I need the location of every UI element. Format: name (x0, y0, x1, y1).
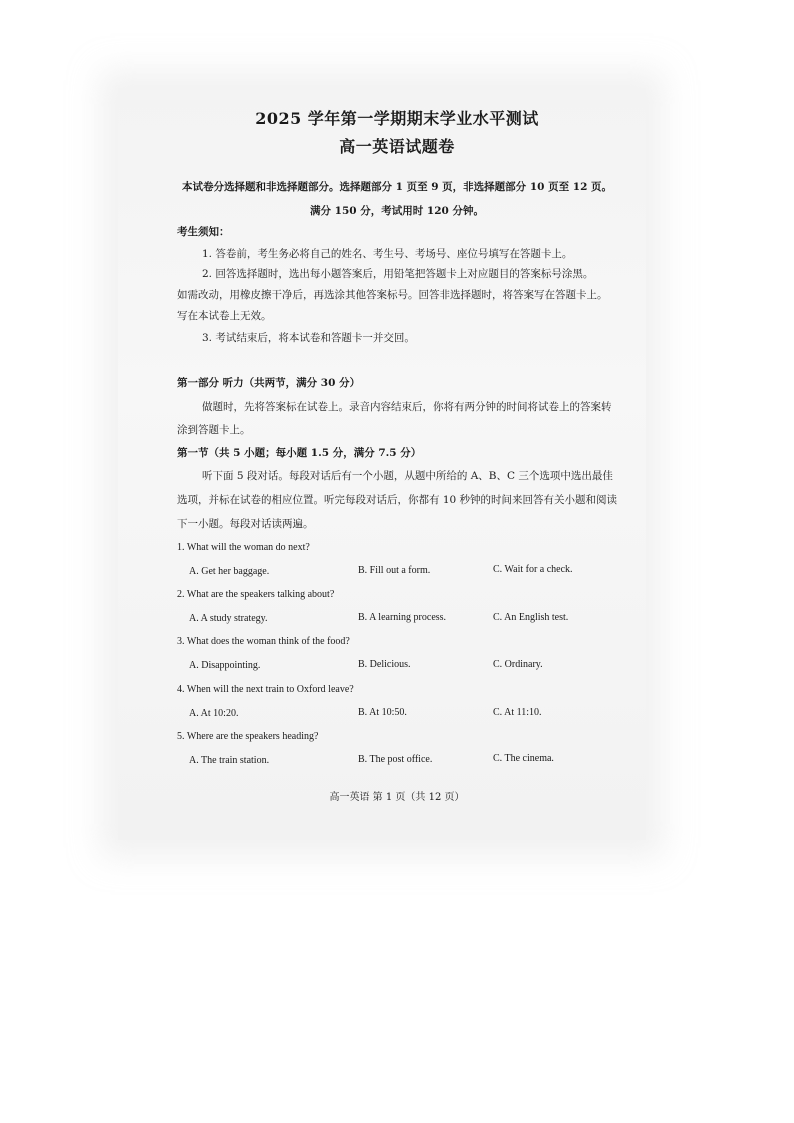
notice-item-2c: 写在本试卷上无效。 (177, 310, 272, 322)
page-footer: 高一英语 第 1 页（共 12 页） (329, 792, 465, 803)
q5-option-b: B. The post office. (358, 754, 433, 765)
q2-option-c: C. An English test. (493, 612, 569, 623)
q3-option-b: B. Delicious. (358, 659, 411, 670)
q4-option-c: C. At 11:10. (493, 707, 542, 718)
section1-desc-c: 下一小题。每段对话读两遍。 (177, 518, 314, 530)
q2-option-b: B. A learning process. (358, 612, 447, 623)
notice-item-3: 3. 考试结束后，将本试卷和答题卡一并交回。 (202, 332, 415, 344)
exam-subtitle: 高一英语试题卷 (339, 137, 455, 156)
notice-item-2b: 如需改动，用橡皮擦干净后，再选涂其他答案标号。回答非选择题时，将答案写在答题卡上。 (177, 289, 608, 301)
exam-intro-line1: 本试卷分选择题和非选择题部分。选择题部分 1 页至 9 页，非选择题部分 10 页至 12 页。 (181, 181, 613, 193)
q3-option-a: A. Disappointing. (189, 660, 261, 671)
q1-option-c: C. Wait for a check. (493, 564, 573, 575)
q1-option-b: B. Fill out a form. (358, 565, 431, 576)
q5-option-a: A. The train station. (189, 755, 270, 766)
q5-option-c: C. The cinema. (493, 753, 554, 764)
part1-desc-b: 涂到答题卡上。 (177, 424, 251, 436)
scanned-page-area (118, 88, 646, 840)
question-2: 2. What are the speakers talking about? (177, 589, 335, 600)
section1-heading: 第一节（共 5 小题；每小题 1.5 分，满分 7.5 分） (177, 447, 422, 459)
section1-desc-b: 选项，并标在试卷的相应位置。听完每段对话后，你都有 10 秒钟的时间来回答有关小题和阅读 (177, 494, 618, 506)
question-3: 3. What does the woman think of the food? (177, 636, 350, 647)
notice-item-1: 1. 答卷前，考生务必将自己的姓名、考生号、考场号、座位号填写在答题卡上。 (202, 248, 573, 260)
exam-intro-line2: 满分 150 分，考试用时 120 分钟。 (310, 205, 484, 217)
q3-option-c: C. Ordinary. (493, 659, 543, 670)
part1-heading: 第一部分 听力（共两节，满分 30 分） (177, 377, 361, 389)
q1-option-a: A. Get her baggage. (189, 566, 270, 577)
part1-desc-a: 做题时，先将答案标在试卷上。录音内容结束后，你将有两分钟的时间将试卷上的答案转 (202, 401, 612, 413)
section1-desc-a: 听下面 5 段对话。每段对话后有一个小题，从题中所给的 A、B、C 三个选项中选出最佳 (202, 470, 613, 482)
notice-item-2a: 2. 回答选择题时，选出每小题答案后，用铅笔把答题卡上对应题目的答案标号涂黑。 (202, 268, 594, 280)
question-5: 5. Where are the speakers heading? (177, 731, 319, 742)
notice-heading: 考生须知： (177, 226, 230, 238)
q4-option-b: B. At 10:50. (358, 707, 407, 718)
q2-option-a: A. A study strategy. (189, 613, 268, 624)
question-1: 1. What will the woman do next? (177, 542, 310, 553)
exam-title: 2025 学年第一学期期末学业水平测试 (255, 109, 539, 128)
q4-option-a: A. At 10:20. (189, 708, 239, 719)
question-4: 4. When will the next train to Oxford leave? (177, 684, 354, 695)
